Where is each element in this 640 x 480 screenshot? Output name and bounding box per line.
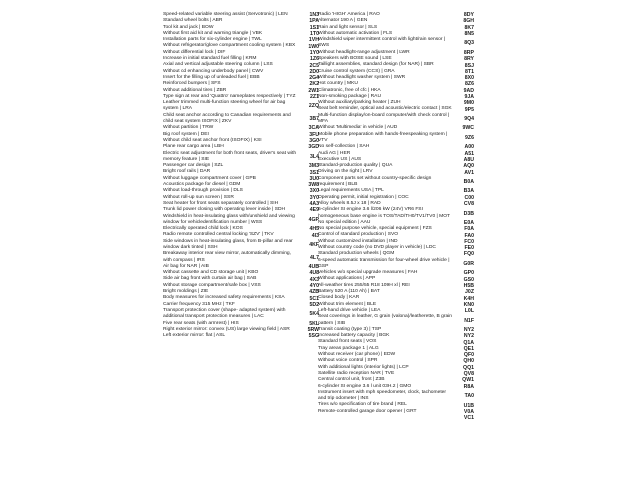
option-description: No self-collection | SAH [318,144,370,150]
option-description: Side windows in heat-insulating glass, from B-pillar and rear window dark tinted | SSH [163,238,293,250]
option-code: FA0 [464,232,474,239]
option-description: Radio remote controlled central locking 'SZV' | TKV [163,232,274,238]
option-description: Body measures for increased safety requirements | KSA [163,295,285,301]
option-description: Standard production wheels | QGM [318,251,395,257]
option-row [318,207,474,220]
option-row [163,113,319,126]
option-code: 3L4 [310,153,319,160]
option-description: Standard-production quality | QUA [318,163,393,169]
option-code: 1T0 [310,31,319,38]
option-description: Installation parts for six-cylinder engine | TWL [163,37,262,43]
option-code: 2D0 [309,68,319,75]
option-row [163,239,319,252]
option-description: Standard front seats | VOS [318,339,377,345]
option-code: 4H5 [309,226,319,233]
option-code: 5SG [308,333,319,340]
option-description: Taillight assemblies, standard design (for NAR) | SBR [318,62,434,68]
option-code: A51 [464,150,474,157]
option-code: C00 [464,194,474,201]
option-code: 4X3 [309,276,319,283]
option-code: AV1 [464,169,474,176]
option-code: 8Q3 [464,40,474,47]
option-code: FQ0 [463,251,474,258]
option-code: 5K4 [309,311,319,318]
option-code: CV8 [463,201,474,208]
option-row [318,415,474,421]
option-code: 8GH [463,18,474,25]
option-description: Side air bag front with curtain air bag | SAB [163,276,257,282]
option-description: Mobile phone preparation with hands-freespeaking system | VTV [318,131,448,143]
option-code: 9P5 [464,106,474,113]
option-description: Vehicles w/o special upgrade measures | FAH [318,270,418,276]
option-code: 2W1 [308,87,319,94]
option-description: Electrically operated child lock | KOS [163,226,243,232]
option-description: Multi-function display/on-board computer/with check control | MFA [318,112,450,125]
left-column [163,12,319,470]
option-code: 8RP [463,49,474,56]
option-description: Increase in initial standard fuel filling | KRM [163,56,257,62]
option-description: Speakers with BOSE sound | LSE [318,56,392,62]
option-description: Non-smoking package | RAU [318,93,381,99]
option-description: Reinforced bumpers | SFS [163,81,221,87]
option-row [318,132,474,145]
option-description: Without 'Multimedia' in vehicle | AUD [318,125,398,131]
option-description: Type sign at rear and 'Quattro' nameplates respectively | TYZ [163,93,296,99]
option-code: B3A [463,188,474,195]
option-code: 8SJ [464,62,474,69]
option-code: 9M0 [463,100,474,107]
option-code: FC0 [464,238,474,245]
option-description: Left exterior mirror: flat | ASL [163,333,226,339]
option-description: Right exterior mirror: convex (US) large viewing field | ASR [163,326,290,332]
option-code: 3G0 [309,138,319,145]
option-code: KN0 [463,301,474,308]
option-code: 3Y0 [309,194,319,201]
option-description: Tool kit and jack | BOW [163,24,214,30]
option-code: 9JA [464,94,474,100]
option-description: Carrier frequency 315 MHz | TKF [163,301,235,307]
option-code: B0A [463,179,474,186]
option-code: 1Y0 [309,49,319,56]
option-description: Without headlight-range adjustment | LWR [318,49,410,55]
option-code: 5D2 [309,301,319,308]
option-code: H5B [463,282,474,289]
option-description: Without additional tires | ZBR [163,87,227,93]
option-code: 3X0 [309,188,319,195]
option-code: 3S1 [309,169,319,176]
option-row [318,176,474,189]
option-code: 2K2 [309,81,319,88]
option-description: Executive US | AUS [318,156,362,162]
option-code: E0A [463,219,474,226]
option-description: Bright roof rails | DAR [163,169,211,175]
option-description: Tires w/o specification of tire brand | REL [318,402,407,408]
option-description: Without refrigerator/glove compartment cooling system | KBX [163,43,296,49]
option-code: 2G4 [309,75,319,82]
option-description: Remote-controlled garage door opener | GRT [318,408,417,414]
option-description: Without child seat anchor front (ISOFIX) | KSI [163,137,262,143]
option-description: Climatronic, free of cfc | HKA [318,87,381,93]
option-code: 5C1 [309,295,319,302]
option-code: 3M3 [308,163,319,170]
option-description: Seat heater for front seats separately controlled | SIH [163,200,279,206]
option-description: Satellite radio reception NAR | TVE [318,370,395,376]
option-description: Battery 520 A (110 Ah) | BAT [318,289,380,295]
option-row [163,214,319,227]
option-description: Seat coverings in leather, G grain (valona)/leatherette, B grain pattern | SIB [318,314,453,326]
option-code: 8T1 [465,68,474,75]
option-description: Bright moldings | ZIE [163,289,209,295]
option-code: 3U0 [309,175,319,182]
option-code: F0A [464,226,474,233]
option-description: Control of standard production | SVO [318,232,399,238]
option-description: Breakaway interior rear view mirror, automatically dimming, with compass | IRS [163,251,292,263]
option-code: 4I3 [311,232,319,239]
option-code: 3B7 [309,116,319,123]
option-code: TA0 [464,393,474,400]
option-row [163,333,319,339]
option-description: Without trim element | BLE [318,301,377,307]
option-description: Instrument insert with mph speedometer, clock, tachometer and trip odometer | INS [318,389,447,402]
option-description: Increased battery capacity | BGK [318,333,390,339]
option-description: Component parts set without country-specific design requirement | BLB [318,175,432,188]
option-description: Insert for the filling up of unleaded fuel | EBB [163,74,260,80]
option-description: Plane rear cargo area | LBH [163,144,224,150]
option-code: V0A [463,408,474,415]
option-code: QW1 [462,377,474,384]
option-description: Without applications | APP [318,276,376,282]
option-description: With additional lights (interior lights) | LCP [318,364,409,370]
option-row [318,258,474,271]
option-description: Windshield in heat-insulating glass with/unshield and viewing window for vehicledentification number | WSS [163,213,295,225]
option-code: L0L [464,308,474,315]
option-code: 2Z1 [310,94,319,100]
option-code: QQ1 [463,364,474,371]
option-code: 4E9 [309,207,319,214]
option-description: Transport protection cover (shape- adapted system) with additional transport protection measures | LAC [163,307,286,320]
option-row [318,113,474,126]
option-code: 1Z6 [310,56,319,63]
option-description: Windshield wiper intermittent control with light/rain sensor | SWS [318,37,446,49]
option-code: 5RW [307,326,319,333]
option-description: Audi AG | HER [318,150,351,156]
option-code: 8X0 [464,75,474,82]
option-code: 4L7 [310,254,319,261]
option-code: 1S1 [309,24,319,31]
right-column [318,12,474,470]
option-code: 1W0 [308,43,319,50]
option-description: Left-hand drive vehicle | LEA [318,307,381,313]
option-description: Acoustics package for diesel | GDM [163,182,241,188]
option-description: Transit coating (type 3) | TSP [318,326,382,332]
option-code: 4A3 [309,201,319,208]
option-code: J0Z [465,289,474,296]
option-code: 4GP [308,216,319,223]
option-code: 8N5 [464,31,474,38]
option-description: Passenger car design | SZL [163,163,224,169]
option-code: NY2 [463,333,474,340]
option-code: 1PA [309,18,319,25]
option-code: FE0 [464,245,474,252]
option-code: 9WC [462,125,474,132]
option-code: QE1 [463,345,474,352]
option-description: Leather trimmed multi-function steering wheel for air bag system | LRA [163,100,286,112]
option-description: Alternator 190 A | GEN [318,18,368,24]
option-code: N1F [464,317,474,324]
option-description: Driving on the right | LRV [318,169,373,175]
option-description: Electric seat adjustment for both front seats, driver's seat with memory feature | SIE [163,150,297,162]
option-code: 4Y0 [309,282,319,289]
option-code: 3FU [309,131,319,138]
option-description: Operating permit, initial registration | COC [318,194,409,200]
option-description: Cruise control system (CCS) | GRA [318,68,395,74]
option-description: Without storage compartment/safe box | VSS [163,282,261,288]
option-description: Speed-related variable steering assist (Servotronic) | LEN [163,12,288,17]
option-description: Five rear seats (with armrest) | HIS [163,320,239,326]
option-code: QF0 [463,352,474,359]
option-description: Without cassette and CD storage unit | KBO [163,270,259,276]
option-code: 2ZQ [308,103,319,110]
option-description: Without cd enhancing underbody panel | CWV [163,68,264,74]
option-description: Air bag for NAR | AIB [163,263,209,269]
option-code: 8Z6 [465,81,474,88]
option-code: 2C5 [309,62,319,69]
option-row [318,314,474,327]
option-code: QH0 [463,358,474,365]
option-code: 9AD [463,87,474,94]
option-description: Without partition | TRW [163,125,214,131]
option-code: AQ0 [463,163,474,170]
option-description: All-weather tires 255/55 R18 109H xl | REI [318,282,410,288]
option-row [163,100,319,113]
option-description: Without roll-up sun screen | SSR [163,194,234,200]
option-code: 5KL [309,320,319,327]
option-description: 6-speed automatic transmission for four-wheel drive vehicle | GSP [318,257,450,269]
option-description: Alloy wheels 8.5J x 18 | RAD [318,200,381,206]
option-code: 4ZB [309,289,319,296]
option-code: D3B [463,210,474,217]
option-code: A8U [463,156,474,163]
option-code: 4U8 [309,270,319,277]
option-code: 8RY [464,56,474,63]
option-code: 9Z6 [465,134,474,141]
option-row [318,390,474,403]
option-code: 4KF [309,241,319,248]
option-description: Without country code (no DVD player in vehicle) | LDC [318,244,436,250]
option-code: 3GD [308,144,319,151]
option-row [163,308,319,321]
option-code-sheet [160,10,480,470]
option-description: 6-cylinder SI engine 3.6 l/206 kW (24V) VR6 FSI homogeneous base engine is TOS/TAD/TH0/TV1/TV0 | MOT [318,207,451,219]
option-description: No special purpose vehicle, special equipment | FZS [318,226,432,232]
option-code: Q1A [463,339,474,346]
option-description: Without load-through provision | DLS [163,188,243,194]
option-code: 1N3 [309,12,319,19]
option-description: Trunk lid power closing with operating lever inside | SDH [163,207,286,213]
option-code: 1VH [308,37,319,44]
option-code: VC1 [463,415,474,422]
option-code: 8K7 [464,24,474,31]
option-description: Without auxiliary/parking heater | ZUH [318,100,401,106]
option-description: Central control unit, front | Z3B [318,377,385,383]
option-description: Radio 'HIGH' America | RAO [318,12,380,17]
option-description: Without customized installation | IND [318,238,398,244]
option-row [163,251,319,264]
option-description: Without luggage compartment cover | GPB [163,175,256,181]
option-code: 3CA [308,125,319,132]
option-description: Without first aid kit and warning triangle | VBK [163,30,263,36]
option-description: Legal requirements USA | TPL [318,188,384,194]
option-description: Closed body | KAR [318,295,360,301]
option-description: Standard wheel bolts | ABR [163,18,223,24]
option-description: Without headlight washer system | SWR [318,74,406,80]
option-description: Without automatic activation | FLS [318,30,393,36]
option-code: K4H [463,295,474,302]
option-description: Tray areas package 1 | ALG [318,345,379,351]
option-description: Seat belt reminder, optical and acoustic/electric contact | SGK [318,106,452,112]
option-description: Without voice control | SPR [318,358,378,364]
option-code: NY2 [463,326,474,333]
option-description: Rain and light sensor | SLS [318,24,378,30]
option-description: Axial and vertical adjustable steering column | LSS [163,62,273,68]
option-code: 8DY [463,12,474,19]
option-code: GP0 [463,270,474,277]
option-description: 6-cylinder SI engine 3.6 l unit 03H.2 | GMO [318,383,412,389]
option-row [163,151,319,164]
option-code: 3W8 [308,182,319,189]
option-code: 4UB [308,264,319,271]
option-row [318,37,474,50]
option-description: Without differential lock | DIF [163,49,226,55]
option-description: Without receiver (car phone) | EDW [318,352,396,358]
option-code: A00 [464,144,474,151]
option-description: No special edition | AAU [318,219,371,225]
option-code: R8A [463,383,474,390]
option-code: G0R [463,260,474,267]
option-description: Hot country | MKU [318,81,358,87]
option-description: Child seat anchor according to Canadian requirements and child seat system ISOFIX | ZKV [163,112,291,125]
option-code: 9Q4 [464,116,474,123]
option-code: QV8 [463,371,474,378]
option-code: U1B [463,402,474,409]
option-description: Big roof system | DEI [163,131,209,137]
option-code: GS0 [463,276,474,283]
